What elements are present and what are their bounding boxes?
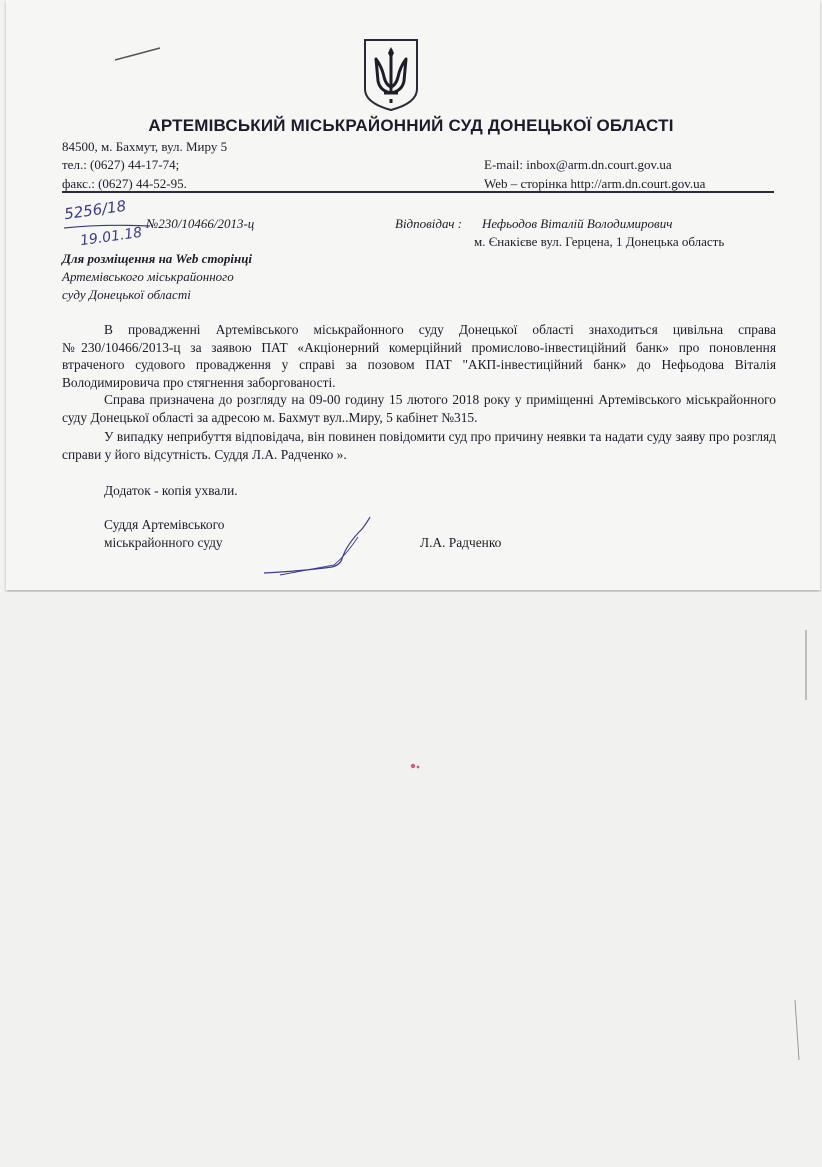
- body-paragraph-3: У випадку неприбуття відповідача, він повинен повідомити суд про причину неявки та надати суду заяву про розгляд справи у його відсутність. Суддя Л.А. Радченко ».: [62, 429, 776, 462]
- case-number: №230/10466/2013-ц: [146, 216, 255, 231]
- court-address: 84500, м. Бахмут, вул. Миру 5: [62, 139, 228, 154]
- respondent-address: м. Єнакієве вул. Герцена, 1 Донецька область: [474, 234, 725, 249]
- signature-title-line2: міськрайонного суду: [104, 535, 223, 550]
- web-placement-line1: Артемівського міськрайонного: [62, 269, 234, 284]
- handwritten-registration-number: 5256/18: [63, 196, 128, 224]
- respondent-name: Нефьодов Віталій Володимирович: [482, 216, 673, 231]
- header-divider: [62, 191, 774, 193]
- red-stamp-speck: [410, 762, 422, 770]
- judge-name: Л.А. Радченко: [420, 535, 502, 550]
- handwritten-underline: [62, 222, 152, 230]
- handwritten-signature: [262, 515, 382, 577]
- blank-lower-page: [0, 592, 822, 1167]
- web-placement-line2: суду Донецької області: [62, 287, 191, 302]
- court-name: АРТЕМІВСЬКИЙ МІСЬКРАЙОННИЙ СУД ДОНЕЦЬКОЇ ОБЛАСТІ: [148, 116, 674, 135]
- court-phone: тел.: (0627) 44-17-74;: [62, 157, 180, 172]
- body-paragraph-2: Справа призначена до розгляду на 09-00 годину 15 лютого 2018 року у приміщенні Артемівського міськрайонного суду Донецької області за адресою м. Бахмут вул..Миру, 5 кабінет №315.: [62, 392, 776, 425]
- respondent-label: Відповідач :: [395, 216, 463, 231]
- court-web: Web – сторінка http://arm.dn.court.gov.ua: [484, 176, 706, 191]
- court-fax: факс.: (0627) 44-52-95.: [62, 176, 187, 191]
- web-placement-title: Для розміщення на Web сторінці: [62, 251, 253, 266]
- handwritten-date: 19.01.18: [79, 224, 144, 250]
- attachment-note: Додаток - копія ухвали.: [104, 483, 238, 498]
- body-paragraph-1: В провадженні Артемівського міськрайонного суду Донецької області знаходиться цивільна справа №230/10466/2013-ц за заявою ПАТ «Акціонерний комерційний промислово-інвестиційний банк» про поновлення втраченого судового провадження у справі за позовом ПАТ "АКП-інвестиційний банк» до Нефьодова Віталія Володимировича про стягнення заборгованості.: [62, 322, 776, 390]
- signature-title-line1: Суддя Артемівського: [104, 517, 225, 532]
- court-email: E-mail: inbox@arm.dn.court.gov.ua: [484, 157, 672, 172]
- trident-icon: [362, 37, 420, 113]
